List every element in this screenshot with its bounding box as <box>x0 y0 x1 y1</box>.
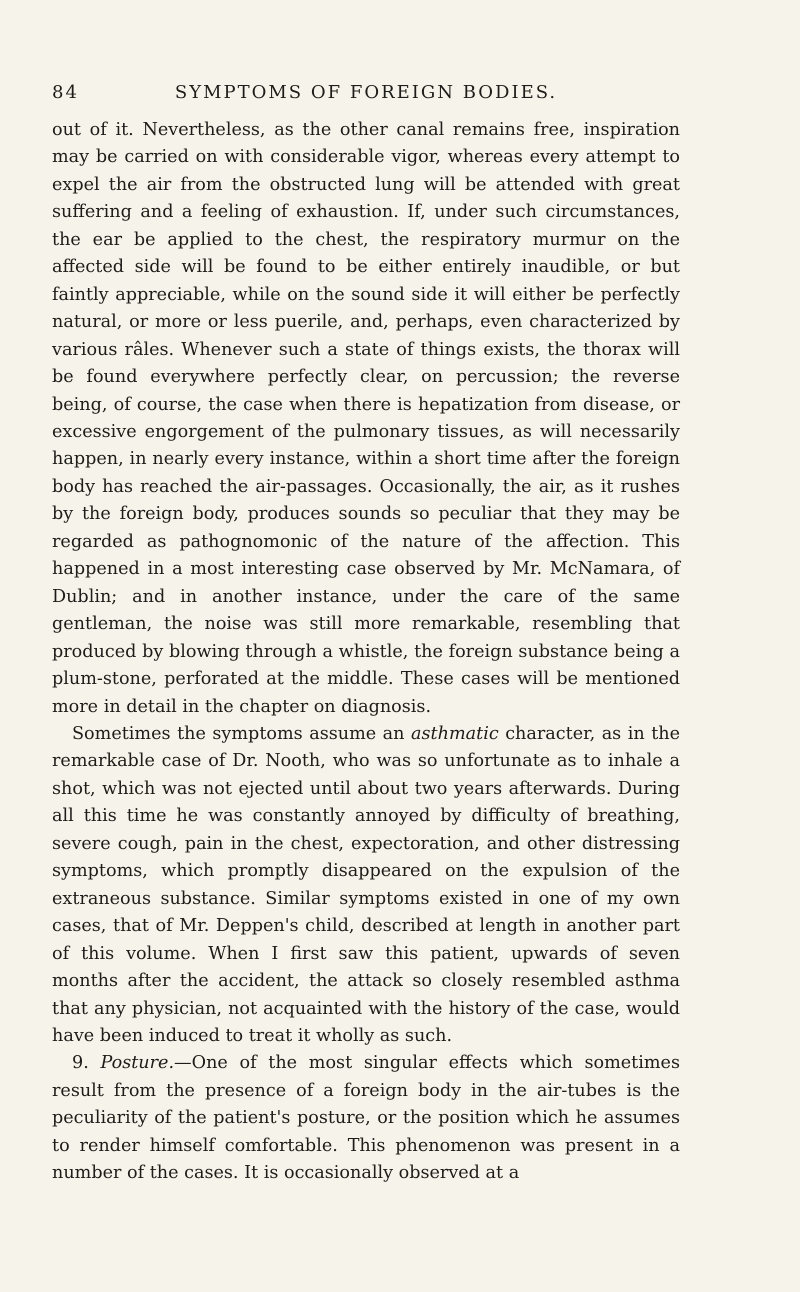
section-title: Posture. <box>100 1053 175 1074</box>
paragraph-2-lead: Sometimes the symptoms assume an <box>72 723 412 744</box>
body-text <box>52 117 680 1188</box>
paragraph-2 <box>52 721 680 1050</box>
page-number: 84 <box>52 82 79 103</box>
running-head: SYMPTOMS OF FOREIGN BODIES. <box>174 82 558 103</box>
asthmatic-term: asthmatic <box>411 723 499 744</box>
paragraph-1: out of it. Nevertheless, as the other canal remains free, inspiration may be carried on with considerable vigor, whereas every attempt to expel the air from the obstructed lung will be attended with great suffering and a feeling of exhaustion. If, under such circumstances, the ear be applied to the chest, the respiratory murmur on the affected side will be found to be either entirely inaudible, or but faintly appreciable, while on the sound side it will either be perfectly natural, or more or less puerile, and, perhaps, even characterized by various râles. Whenever such a state of things exists, the thorax will be found everywhere perfectly clear, on percussion; the reverse being, of course, the case when there is hepatization from disease, or excessive engorgement of the pulmonary tissues, as will necessarily happen, in nearly every instance, within a short time after the foreign body has reached the air-passages. Occasionally, the air, as it rushes by the foreign body, produces sounds so peculiar that they may be regarded as pathognomonic of the nature of the affection. This happened in a most interesting case observed by Mr. McNamara, of Dublin; and in another instance, under the care of the same gentleman, the noise was still more remarkable, resembling that produced by blowing through a whistle, the foreign substance being a plum-stone, perforated at the middle. These cases will be mentioned more in detail in the chapter on diagnosis. <box>52 120 680 717</box>
paragraph-3-rest: —One of the most singular effects which sometimes result from the presence of a foreign body in the air-tubes is the peculiarity of the patient's posture, or the position which he assumes to render himself comfortable. This phenomenon was present in a number of the cases. It is occasionally observed at a <box>52 1053 680 1184</box>
paragraph-2-rest: character, as in the remarkable case of Dr. Nooth, who was so unfortunate as to inhale a shot, which was not ejected until about two years afterwards. During all this time he was constantly annoyed by difficulty of breathing, severe cough, pain in the chest, expectoration, and other distressing symptoms, which promptly disappeared on the expulsion of the extraneous substance. Similar symptoms existed in one of my own cases, that of Mr. Deppen's child, described at length in another part of this volume. When I first saw this patient, upwards of seven months after the accident, the attack so closely resembled asthma that any physician, not acquainted with the history of the case, would have been induced to treat it wholly as such. <box>52 723 681 1046</box>
paragraph-3 <box>52 1050 680 1187</box>
section-number: 9. <box>72 1053 89 1074</box>
page-header <box>52 82 680 112</box>
